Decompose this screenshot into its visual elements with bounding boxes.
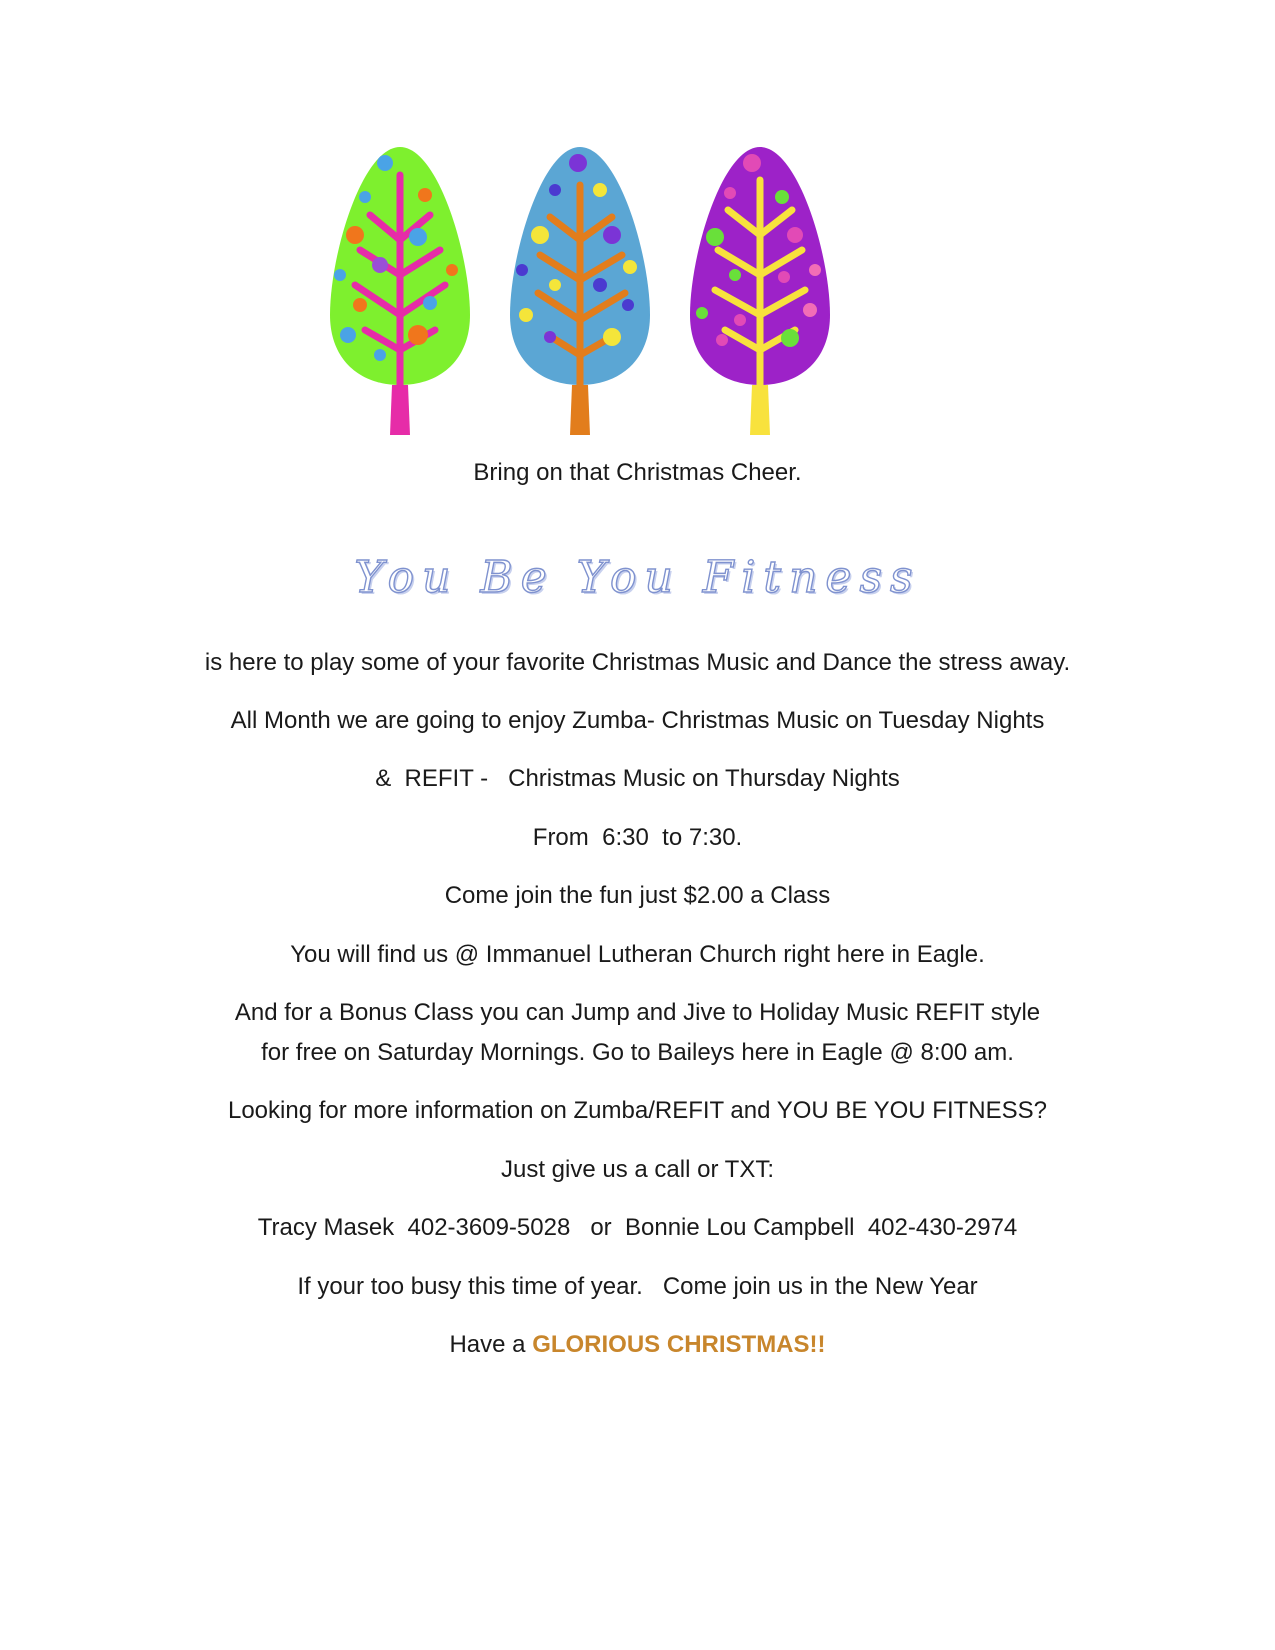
body-line: is here to play some of your favorite Christmas Music and Dance the stress away.	[204, 649, 1071, 676]
body-line: Come join the fun just $2.00 a Class	[444, 882, 831, 909]
body-line: You will find us @ Immanuel Lutheran Church right here in Eagle.	[290, 941, 985, 968]
body-line: And for a Bonus Class you can Jump and Jive to Holiday Music REFIT style	[234, 999, 1041, 1026]
body-line: Looking for more information on Zumba/REFIT and YOU BE YOU FITNESS?	[227, 1097, 1047, 1124]
green-tree-icon	[320, 145, 480, 455]
closing-highlight: GLORIOUS CHRISTMAS!!	[532, 1331, 826, 1358]
purple-tree-icon	[680, 145, 840, 455]
contact-line: Tracy Masek 402-3609-5028 or Bonnie Lou Campbell 402-430-2974	[257, 1214, 1018, 1241]
blue-tree-icon	[500, 145, 660, 455]
body-line: Just give us a call or TXT:	[501, 1156, 774, 1183]
body-line: If your too busy this time of year. Come join us in the New Year	[297, 1273, 978, 1300]
body-line: From 6:30 to 7:30.	[532, 824, 743, 851]
body-line: All Month we are going to enjoy Zumba- Christmas Music on Tuesday Nights	[230, 707, 1045, 734]
intro-text: Bring on that Christmas Cheer.	[473, 459, 802, 486]
closing-prefix: Have a	[449, 1331, 533, 1358]
body-line: & REFIT - Christmas Music on Thursday Nights	[375, 765, 900, 792]
closing-line	[0, 1330, 1275, 1360]
brand-name: You Be You Fitness	[354, 552, 921, 603]
christmas-trees-illustration	[320, 145, 880, 455]
body-line: for free on Saturday Mornings. Go to Baileys here in Eagle @ 8:00 am.	[261, 1039, 1014, 1066]
